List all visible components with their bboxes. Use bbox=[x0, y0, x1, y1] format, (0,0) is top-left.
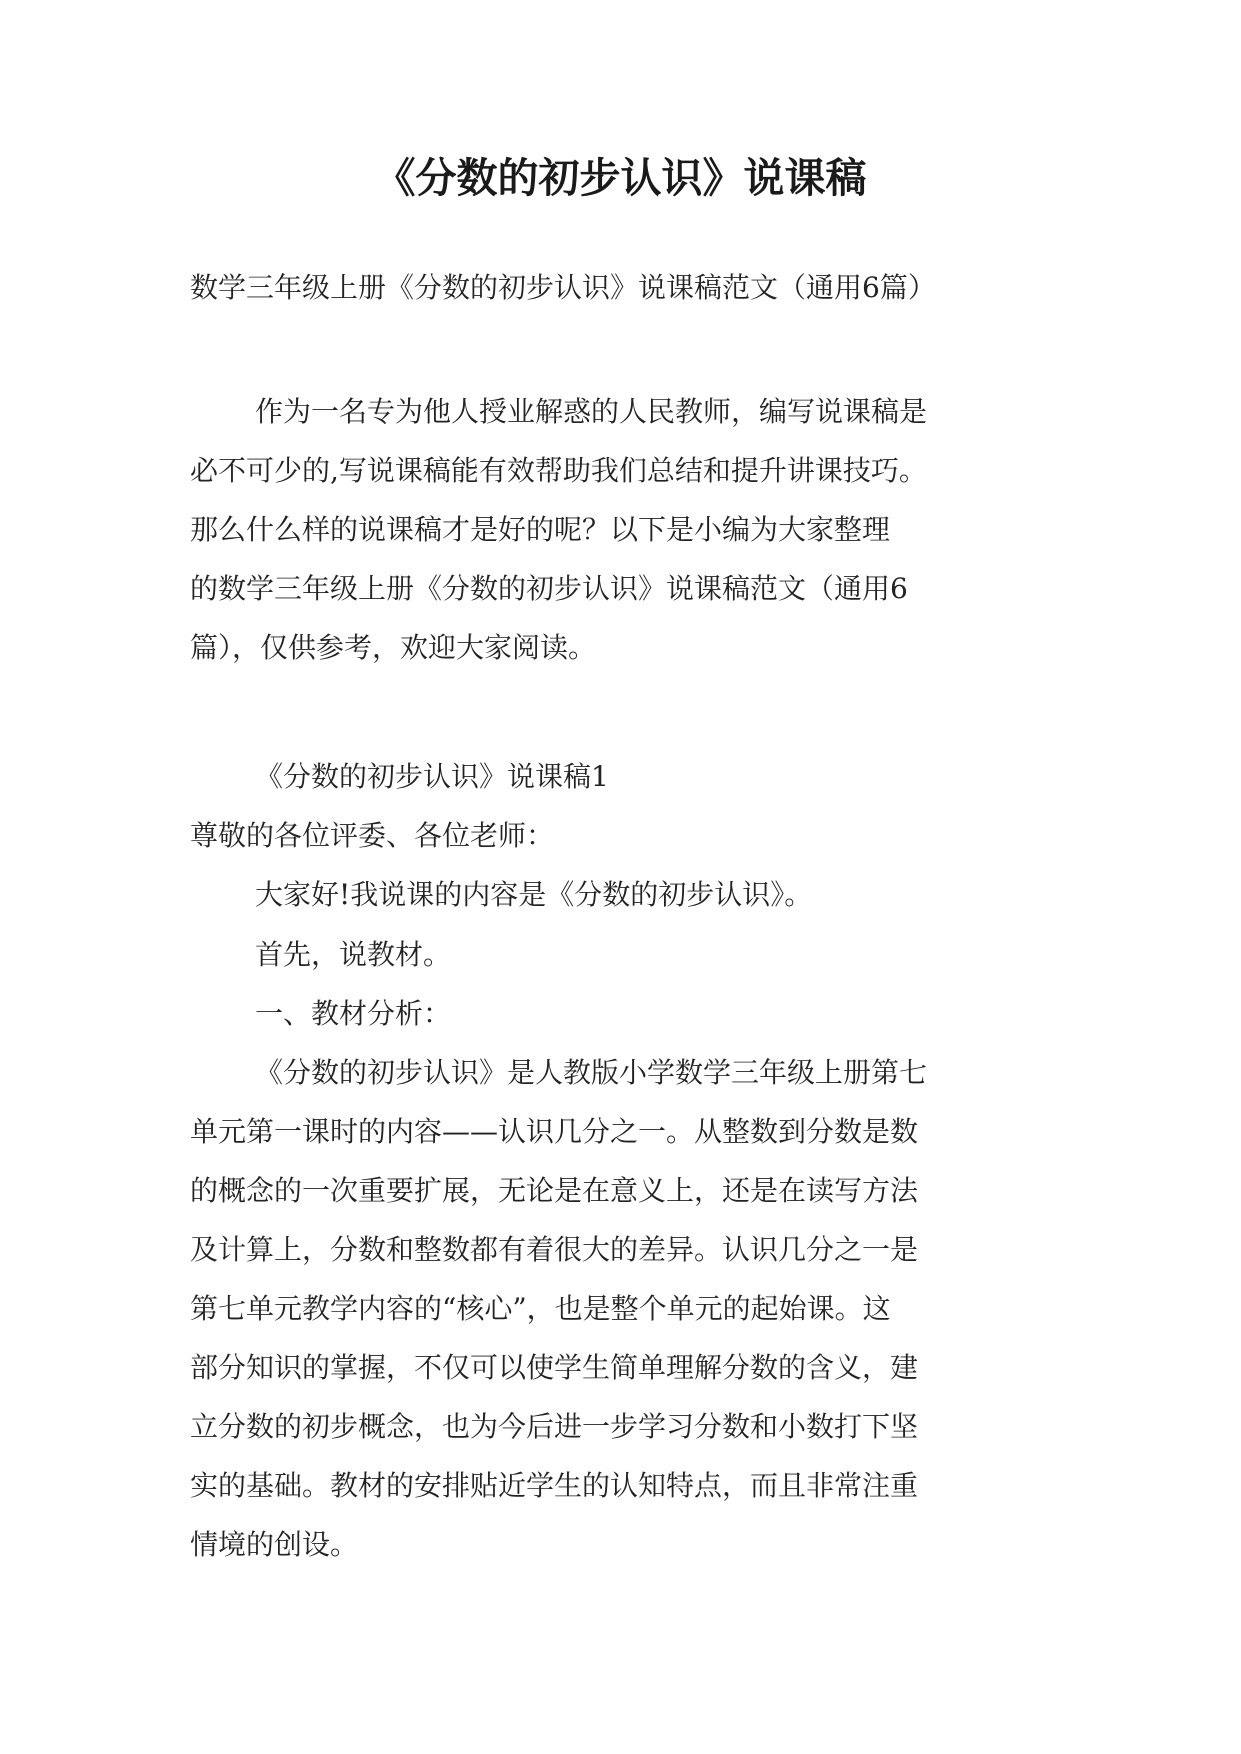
analysis-line: 单元第一课时的内容——认识几分之一。从整数到分数是数 bbox=[190, 1115, 919, 1148]
greeting: 尊敬的各位评委、各位老师： bbox=[190, 819, 555, 852]
analysis-line: 情境的创设。 bbox=[190, 1528, 359, 1561]
document-subtitle: 数学三年级上册《分数的初步认识》说课稿范文（通用6篇） bbox=[190, 271, 936, 304]
first-line: 首先，说教材。 bbox=[255, 938, 452, 971]
intro-line: 作为一名专为他人授业解惑的人民教师，编写说课稿是 bbox=[255, 395, 928, 428]
analysis-line: 的概念的一次重要扩展，无论是在意义上，还是在读写方法 bbox=[190, 1174, 919, 1207]
intro-line: 那么什么样的说课稿才是好的呢？以下是小编为大家整理 bbox=[190, 513, 891, 546]
section-heading: 《分数的初步认识》说课稿1 bbox=[255, 760, 609, 793]
analysis-line: 部分知识的掌握，不仅可以使学生简单理解分数的含义，建 bbox=[190, 1351, 919, 1384]
document-title: 《分数的初步认识》说课稿 bbox=[374, 154, 867, 202]
analysis-line: 第七单元教学内容的“核心”，也是整个单元的起始课。这 bbox=[190, 1292, 891, 1325]
part-heading: 一、教材分析： bbox=[255, 997, 452, 1030]
analysis-line: 《分数的初步认识》是人教版小学数学三年级上册第七 bbox=[255, 1056, 928, 1089]
analysis-line: 及计算上，分数和整数都有着很大的差异。认识几分之一是 bbox=[190, 1233, 919, 1266]
analysis-line: 实的基础。教材的安排贴近学生的认知特点，而且非常注重 bbox=[190, 1469, 919, 1502]
intro-line: 篇），仅供参考，欢迎大家阅读。 bbox=[190, 631, 597, 664]
intro-line: 必不可少的,写说课稿能有效帮助我们总结和提升讲课技巧。 bbox=[190, 454, 927, 487]
hello-line: 大家好!我说课的内容是《分数的初步认识》。 bbox=[255, 878, 813, 911]
analysis-line: 立分数的初步概念，也为今后进一步学习分数和小数打下坚 bbox=[190, 1410, 919, 1443]
intro-line: 的数学三年级上册《分数的初步认识》说课稿范文（通用6 bbox=[190, 572, 908, 605]
